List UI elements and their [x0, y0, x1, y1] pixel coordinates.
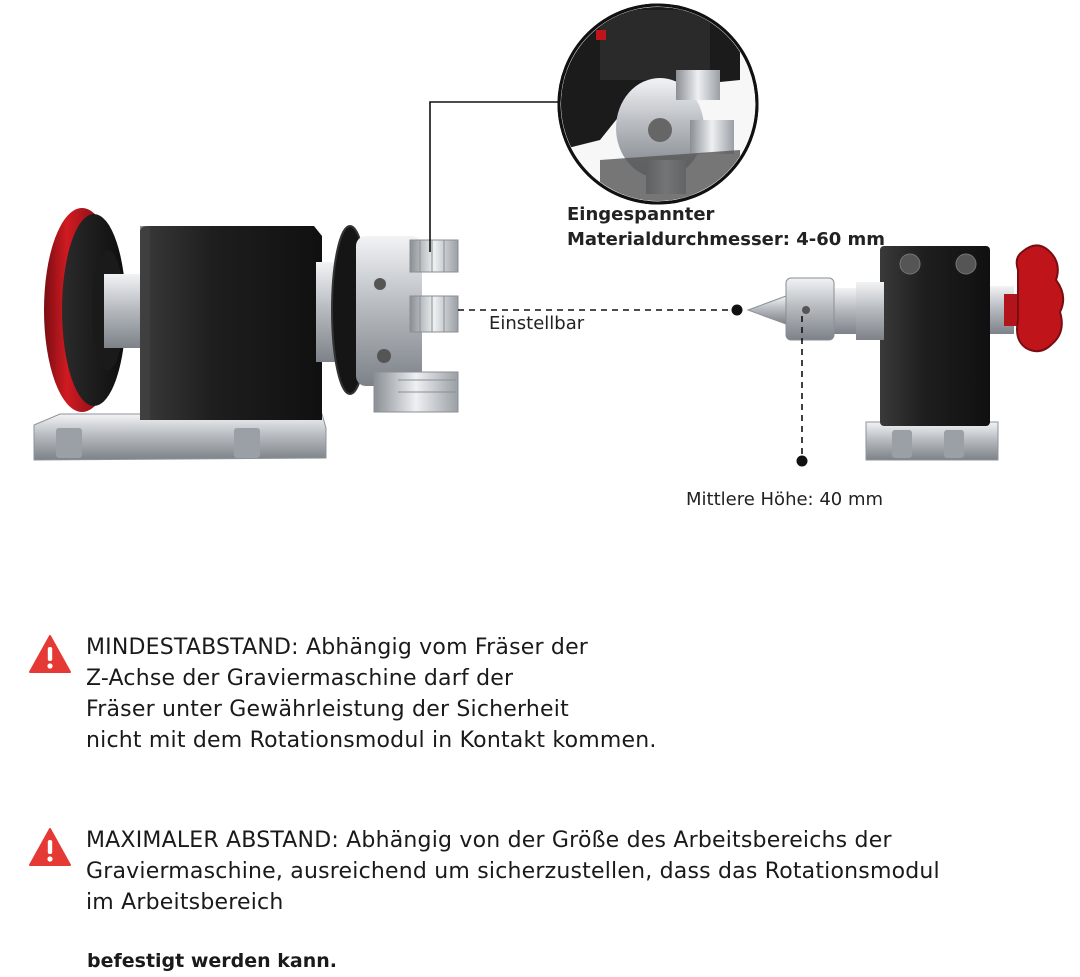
tailstock-body [880, 246, 990, 426]
height-endpoint-dot [797, 456, 808, 467]
drive-shaft [104, 274, 144, 348]
tailstock-bolt-right [956, 254, 976, 274]
headstock-body [140, 226, 322, 420]
clamp-diameter-line1: Eingespannter [567, 204, 715, 225]
warning-min-line-3: Fräser unter Gewährleistung der Sicherheit [86, 697, 569, 722]
warning-max-line-2: Graviermaschine, ausreichend um sicherzustellen, dass das Rotationsmodul [86, 859, 940, 884]
warning-min-line-2: Z-Achse der Graviermaschine darf der [86, 666, 514, 691]
warning-min-line-1: MINDESTABSTAND: Abhängig vom Fräser der [86, 635, 589, 660]
warning-triangle-icon [28, 634, 72, 674]
tailstock-bolt-left [900, 254, 920, 274]
axis-endpoint-dot [732, 305, 743, 316]
warning-max-line-3: im Arbeitsbereich [86, 890, 284, 915]
base-slot-left [56, 428, 82, 458]
chuck-jaw-top [410, 240, 458, 272]
live-center-housing [786, 278, 834, 340]
tailstock-base [866, 422, 998, 460]
chuck-zoom-callout [559, 0, 760, 210]
warning-max-distance [28, 825, 940, 918]
zoom-leader-line [430, 102, 560, 252]
headstock-unit [34, 208, 458, 460]
base-slot-right [234, 428, 260, 458]
clamp-diameter-label [567, 202, 885, 252]
warning-max-line-1: MAXIMALER ABSTAND: Abhängig von der Größe des Arbeitsbereichs der [86, 828, 892, 853]
live-center-tip [748, 296, 786, 324]
clamp-diameter-line2: Materialdurchmesser: 4-60 mm [567, 229, 886, 250]
red-handwheel [1017, 245, 1064, 351]
adjustable-label: Einstellbar [489, 313, 585, 334]
center-height-label: Mittlere Höhe: 40 mm [686, 489, 884, 510]
footnote-text: befestigt werden kann. [87, 950, 338, 972]
warning-min-distance [28, 632, 657, 756]
chuck-jaw-middle [410, 296, 458, 332]
warning-triangle-icon [28, 827, 72, 867]
warning-min-line-4: nicht mit dem Rotationsmodul in Kontakt kommen. [86, 728, 657, 753]
tailstock-unit [748, 245, 1063, 460]
